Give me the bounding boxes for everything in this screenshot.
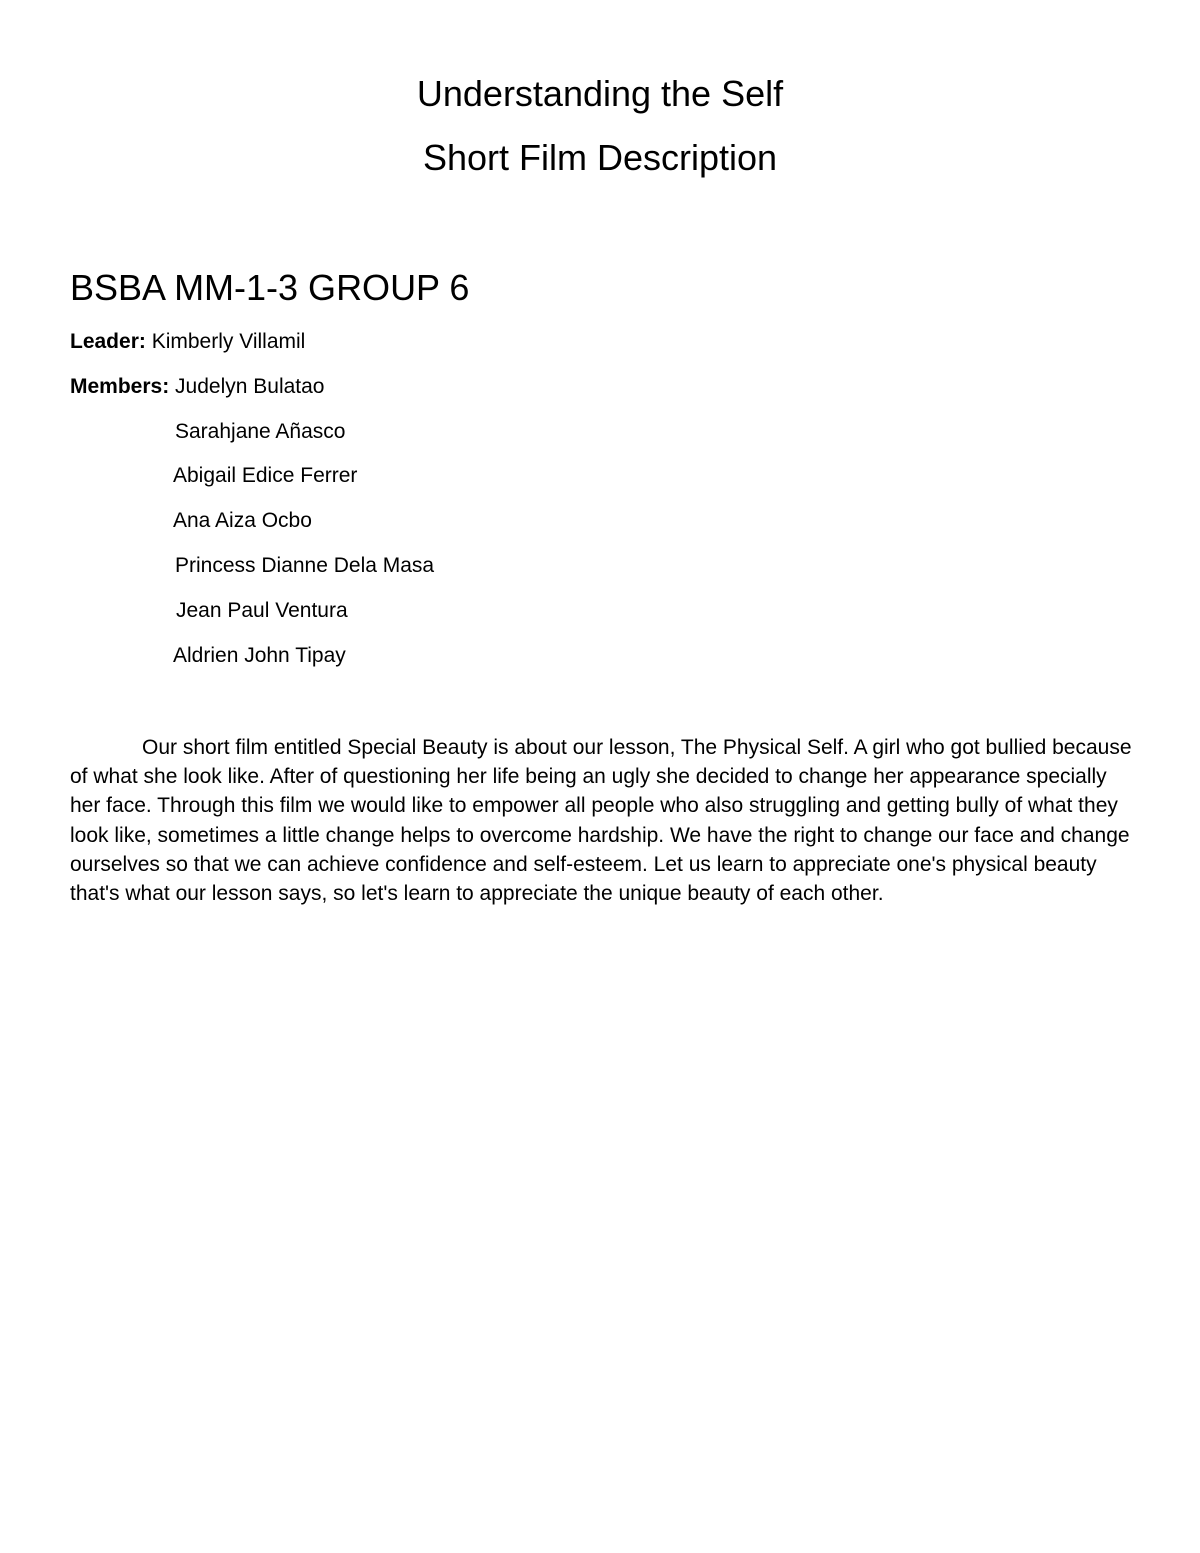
leader-line (70, 329, 305, 355)
leader-label: Leader: (70, 330, 146, 353)
group-heading: BSBA MM-1-3 GROUP 6 (70, 267, 470, 308)
member-name: Sarahjane Añasco (175, 420, 346, 443)
members-label: Members: (70, 375, 170, 398)
leader-name: Kimberly Villamil (151, 330, 306, 353)
member-name: Judelyn Bulatao (175, 375, 325, 398)
member-name: Aldrien John Tipay (173, 644, 346, 667)
film-description-paragraph: Our short film entitled Special Beauty is about our lesson, The Physical Self. A girl who got bullied because of what she look like. After of questioning her life being an ugly she decided to change her appearance specially her face. Through this film we would like to empower all people who also struggling and getting bully of what they look like, sometimes a little change helps to overcome hardship. We have the right to change our face and change ourselves so that we can achieve confidence and self-esteem. Let us learn to appreciate one's physical beauty that's what our lesson says, so let's learn to appreciate the unique beauty of each other. (70, 736, 1132, 906)
member-name: Princess Dianne Dela Masa (175, 554, 435, 577)
member-name: Ana Aiza Ocbo (173, 509, 312, 532)
member-name: Jean Paul Ventura (176, 599, 348, 622)
document-subtitle: Short Film Description (422, 137, 778, 178)
member-name: Abigail Edice Ferrer (173, 464, 358, 487)
members-line (70, 374, 325, 400)
document-title: Understanding the Self (416, 73, 784, 114)
